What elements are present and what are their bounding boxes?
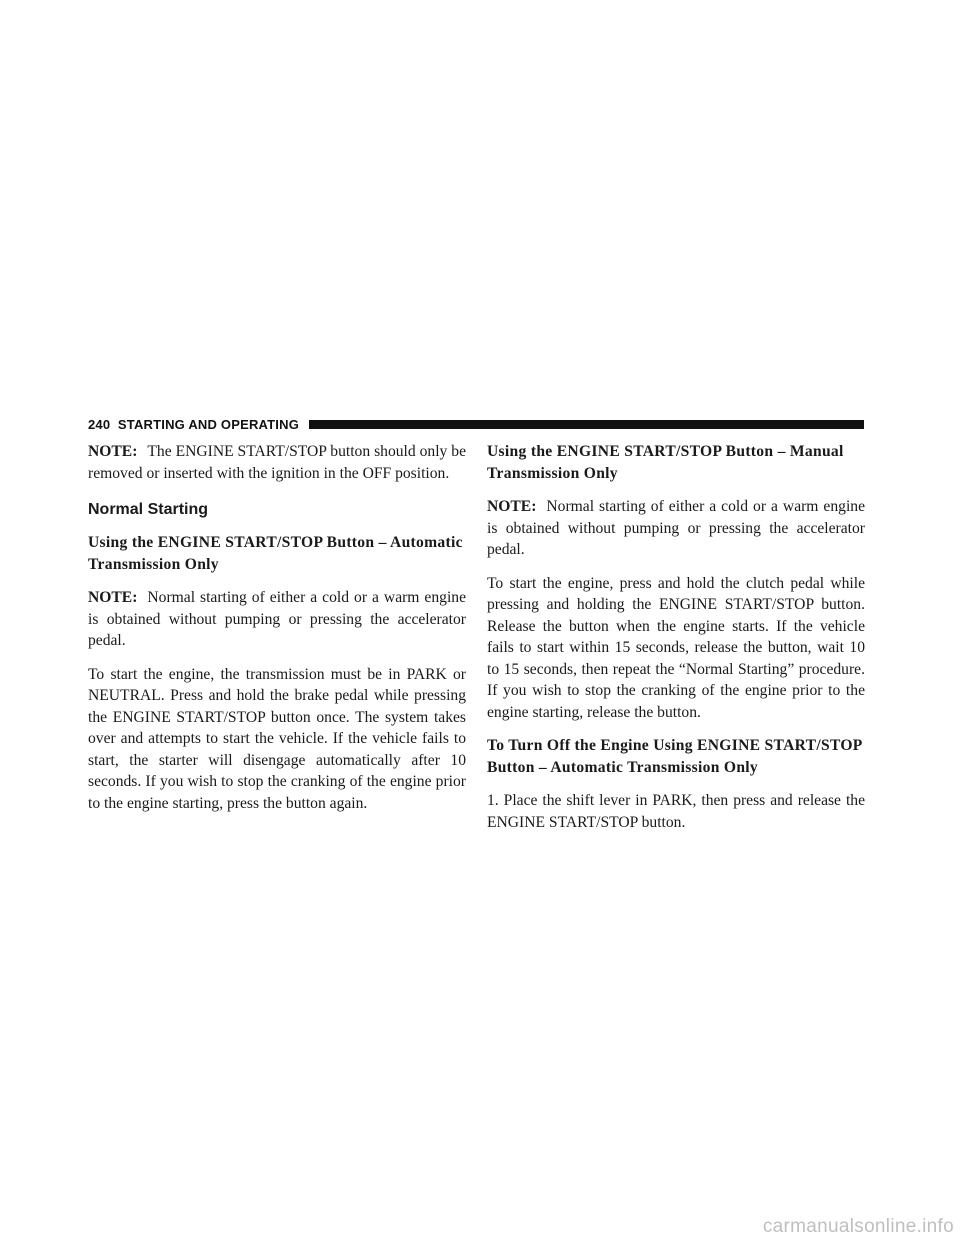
header-rule: [309, 420, 864, 429]
note-text: Normal starting of either a cold or a warm engine is obtained without pumping or pressing the accelerator pedal.: [88, 589, 466, 649]
section-title: STARTING AND OPERATING: [117, 416, 300, 432]
note-starting-automatic: [88, 587, 466, 652]
section-heading-normal-starting: Normal Starting: [88, 501, 209, 518]
header-label: [88, 417, 309, 432]
note-text: The ENGINE START/STOP button should only be removed or inserted with the ignition in the OFF position.: [88, 443, 466, 482]
watermark: carmanualsonline.info: [762, 1216, 954, 1237]
paragraph-manual-start: To start the engine, press and hold the clutch pedal while pressing and holding the ENGINE START/STOP button. Release the button when the engine starts. If the vehicle fails to start within 15 seconds, release the button, wait 10 to 15 seconds, then repeat the “Normal Starting” procedure. If you wish to stop the cranking of the engine prior to the engine starting, release the button.: [487, 574, 865, 721]
left-column: [88, 441, 466, 826]
subheading-manual: Using the ENGINE START/STOP Button – Manual Transmission Only: [487, 443, 844, 482]
note-label: NOTE:: [88, 443, 138, 460]
subheading-automatic: Using the ENGINE START/STOP Button – Automatic Transmission Only: [88, 534, 463, 573]
step-1: 1. Place the shift lever in PARK, then press and release the ENGINE START/STOP button.: [487, 792, 865, 831]
note-label: NOTE:: [88, 589, 138, 606]
subheading-turn-off: To Turn Off the Engine Using ENGINE START/STOP Button – Automatic Transmission Only: [487, 737, 862, 776]
page-number: 240: [88, 416, 111, 432]
note-removal: [88, 441, 466, 484]
note-text: Normal starting of either a cold or a warm engine is obtained without pumping or pressing the accelerator pedal.: [487, 498, 865, 558]
note-starting-manual: [487, 496, 865, 561]
right-column: [487, 441, 865, 845]
page-header: [88, 417, 864, 431]
paragraph-automatic-start: To start the engine, the transmission must be in PARK or NEUTRAL. Press and hold the brake pedal while pressing the ENGINE START/STOP button once. The system takes over and attempts to start the vehicle. If the vehicle fails to start, the starter will disengage automatically after 10 seconds. If you wish to stop the cranking of the engine prior to the engine starting, press the button again.: [88, 665, 466, 812]
note-label: NOTE:: [487, 498, 537, 515]
